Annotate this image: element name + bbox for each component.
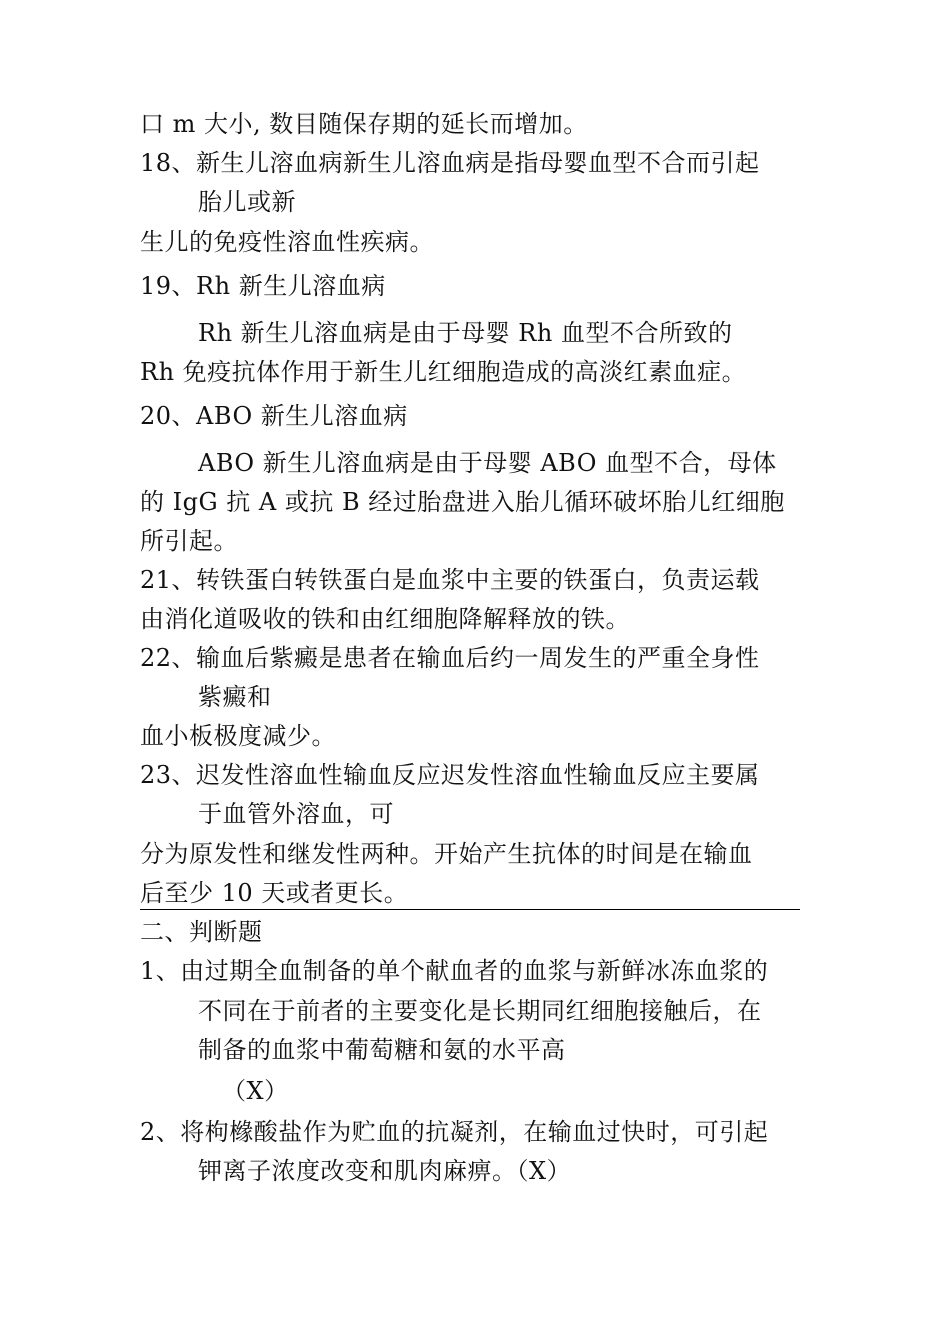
text-line: 1、由过期全血制备的单个献血者的血浆与新鲜冰冻血浆的 (140, 957, 769, 985)
horizontal-divider (140, 909, 800, 910)
text-line: 22、输血后紫癜是患者在输血后约一周发生的严重全身性 (140, 644, 760, 672)
text-line: 钾离子浓度改变和肌肉麻痹。（X） (198, 1157, 572, 1185)
section-heading: 20、ABO 新生儿溶血病 (140, 402, 408, 430)
text-line: 21、转铁蛋白转铁蛋白是血浆中主要的铁蛋白，负责运载 (140, 566, 760, 594)
text-line: 不同在于前者的主要变化是长期同红细胞接触后，在 (198, 997, 762, 1025)
text-line: 由消化道吸收的铁和由红细胞降解释放的铁。 (140, 605, 630, 633)
text-line: 的 IgG 抗 A 或抗 B 经过胎盘进入胎儿循环破坏胎儿红细胞 (140, 488, 785, 516)
text-line: ABO 新生儿溶血病是由于母婴 ABO 血型不合，母体 (198, 449, 777, 477)
answer-mark: （X） (222, 1077, 289, 1105)
text-line: 口 m 大小, 数目随保存期的延长而增加。 (140, 110, 588, 138)
text-line: Rh 新生儿溶血病是由于母婴 Rh 血型不合所致的 (198, 319, 733, 347)
text-line: 所引起。 (140, 527, 238, 555)
text-line: 于血管外溶血，可 (198, 800, 394, 828)
text-line: Rh 免疫抗体作用于新生儿红细胞造成的高淡红素血症。 (140, 358, 747, 386)
text-line: 制备的血浆中葡萄糖和氨的水平高 (198, 1036, 566, 1064)
section-heading: 19、Rh 新生儿溶血病 (140, 272, 386, 300)
text-line: 分为原发性和继发性两种。开始产生抗体的时间是在输血 (140, 840, 753, 868)
text-line: 18、新生儿溶血病新生儿溶血病是指母婴血型不合而引起 (140, 149, 760, 177)
text-line: 紫癜和 (198, 683, 272, 711)
text-line: 23、迟发性溶血性输血反应迟发性溶血性输血反应主要属 (140, 761, 760, 789)
text-line: 胎儿或新 (198, 188, 296, 216)
text-line: 生儿的免疫性溶血性疾病。 (140, 228, 434, 256)
text-line: 后至少 10 天或者更长。 (140, 879, 409, 907)
text-line: 血小板极度减少。 (140, 722, 336, 750)
section-heading: 二、判断题 (140, 918, 263, 946)
text-line: 2、将枸橼酸盐作为贮血的抗凝剂，在输血过快时，可引起 (140, 1118, 769, 1146)
